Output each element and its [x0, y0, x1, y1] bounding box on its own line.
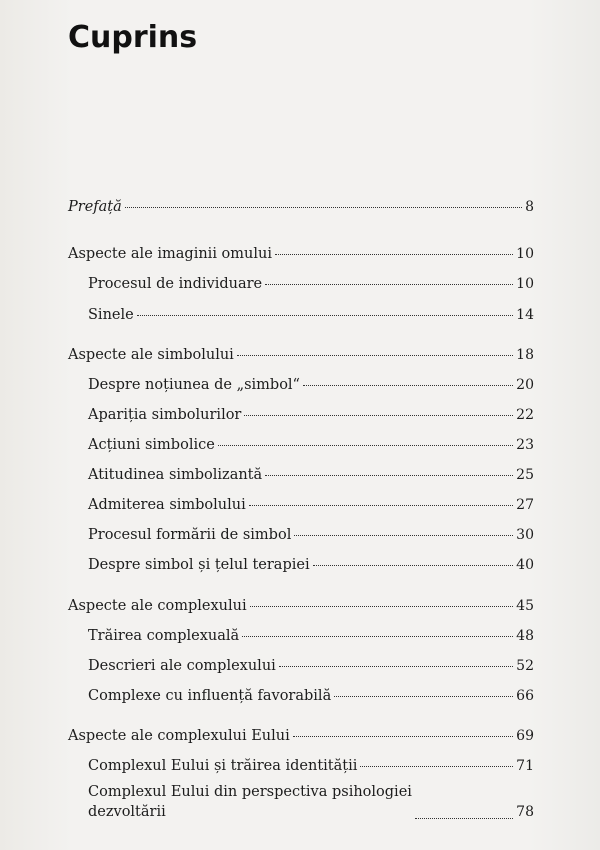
toc-entry-label: Complexe cu influență favorabilă — [88, 688, 332, 704]
toc-entry-page: 22 — [516, 407, 534, 423]
toc-entry-page: 71 — [516, 758, 534, 774]
toc-entry-label: Procesul formării de simbol — [88, 527, 292, 543]
dot-leader — [237, 355, 513, 356]
dot-leader — [242, 636, 513, 637]
toc-entry — [68, 726, 534, 746]
toc-entry-label: Atitudinea simbolizantă — [88, 467, 263, 483]
toc-entry — [88, 626, 534, 646]
toc-entry-label: Acțiuni simbolice — [88, 437, 215, 453]
toc-entry-label: Descrieri ale complexului — [88, 658, 276, 674]
dot-leader — [249, 505, 513, 506]
dot-leader — [294, 535, 513, 536]
toc-entry-page: 69 — [516, 728, 534, 744]
toc-entry — [88, 465, 534, 485]
toc-entry — [88, 525, 534, 545]
toc-entry-label: Aspecte ale complexului — [68, 598, 247, 614]
toc-entry — [88, 435, 534, 455]
dot-leader — [265, 475, 513, 476]
toc-entry-page: 10 — [516, 276, 534, 292]
toc-entry-label — [88, 782, 412, 822]
toc-entry — [88, 756, 534, 776]
toc-entry-label: Admiterea simbolului — [88, 497, 246, 513]
toc-entry — [68, 596, 534, 616]
toc-entry — [88, 405, 534, 425]
toc-entry — [88, 686, 534, 706]
toc-entry-label: Complexul Eului și trăirea identității — [88, 758, 358, 774]
dot-leader — [334, 696, 513, 697]
toc-entry — [68, 197, 534, 217]
toc-entry-page: 23 — [516, 437, 534, 453]
toc-entry — [88, 555, 534, 575]
toc-entry-label: Aspecte ale complexului Eului — [68, 728, 290, 744]
toc-entry — [88, 782, 534, 822]
dot-leader — [250, 606, 514, 607]
toc-entry-page: 25 — [516, 467, 534, 483]
toc-entry-page: 27 — [516, 497, 534, 513]
toc-entry — [88, 274, 534, 294]
toc-entry-label: Procesul de individuare — [88, 276, 263, 292]
dot-leader — [313, 565, 514, 566]
dot-leader — [265, 284, 513, 285]
toc-entry-page: 78 — [516, 804, 534, 820]
toc-entry-page: 48 — [516, 628, 534, 644]
toc-entry-page: 18 — [516, 347, 534, 363]
toc-entry-label: Apariția simbolurilor — [88, 407, 242, 423]
toc-entry-label: Aspecte ale imaginii omului — [68, 246, 272, 262]
toc-entry-label: Despre simbol și țelul terapiei — [88, 557, 310, 573]
toc-entry — [68, 244, 534, 264]
toc-entry-page: 30 — [516, 527, 534, 543]
toc-entry-label: Aspecte ale simbolului — [68, 347, 234, 363]
toc-entry-label: Despre noțiunea de „simbol“ — [88, 377, 300, 393]
toc-entry-label: Sinele — [88, 307, 134, 323]
dot-leader — [360, 766, 513, 767]
dot-leader — [279, 666, 513, 667]
dot-leader — [218, 445, 513, 446]
toc-entry-page: 66 — [516, 688, 534, 704]
toc-entry-page: 14 — [516, 307, 534, 323]
toc-entry-label-line: Complexul Eului din perspectiva psihologiei — [88, 784, 412, 800]
dot-leader — [303, 385, 513, 386]
toc-entry-label: Trăirea complexuală — [88, 628, 240, 644]
toc-entry-page: 52 — [516, 658, 534, 674]
dot-leader — [415, 818, 513, 819]
toc-entry — [88, 375, 534, 395]
dot-leader — [275, 254, 513, 255]
toc-entry — [68, 345, 534, 365]
dot-leader — [244, 415, 513, 416]
dot-leader — [125, 207, 522, 208]
page-title: Cuprins — [68, 20, 198, 55]
toc-entry-page: 20 — [516, 377, 534, 393]
toc-entry-page: 45 — [516, 598, 534, 614]
toc-entry — [88, 305, 534, 325]
toc-entry-page: 40 — [516, 557, 534, 573]
dot-leader — [293, 736, 513, 737]
toc-entry — [88, 656, 534, 676]
toc-entry-page: 10 — [516, 246, 534, 262]
dot-leader — [137, 315, 513, 316]
toc-entry-label-line: dezvoltării — [88, 804, 166, 820]
toc-entry-page: 8 — [525, 199, 534, 215]
toc-entry-label: Prefață — [68, 199, 122, 215]
toc-entry — [88, 495, 534, 515]
